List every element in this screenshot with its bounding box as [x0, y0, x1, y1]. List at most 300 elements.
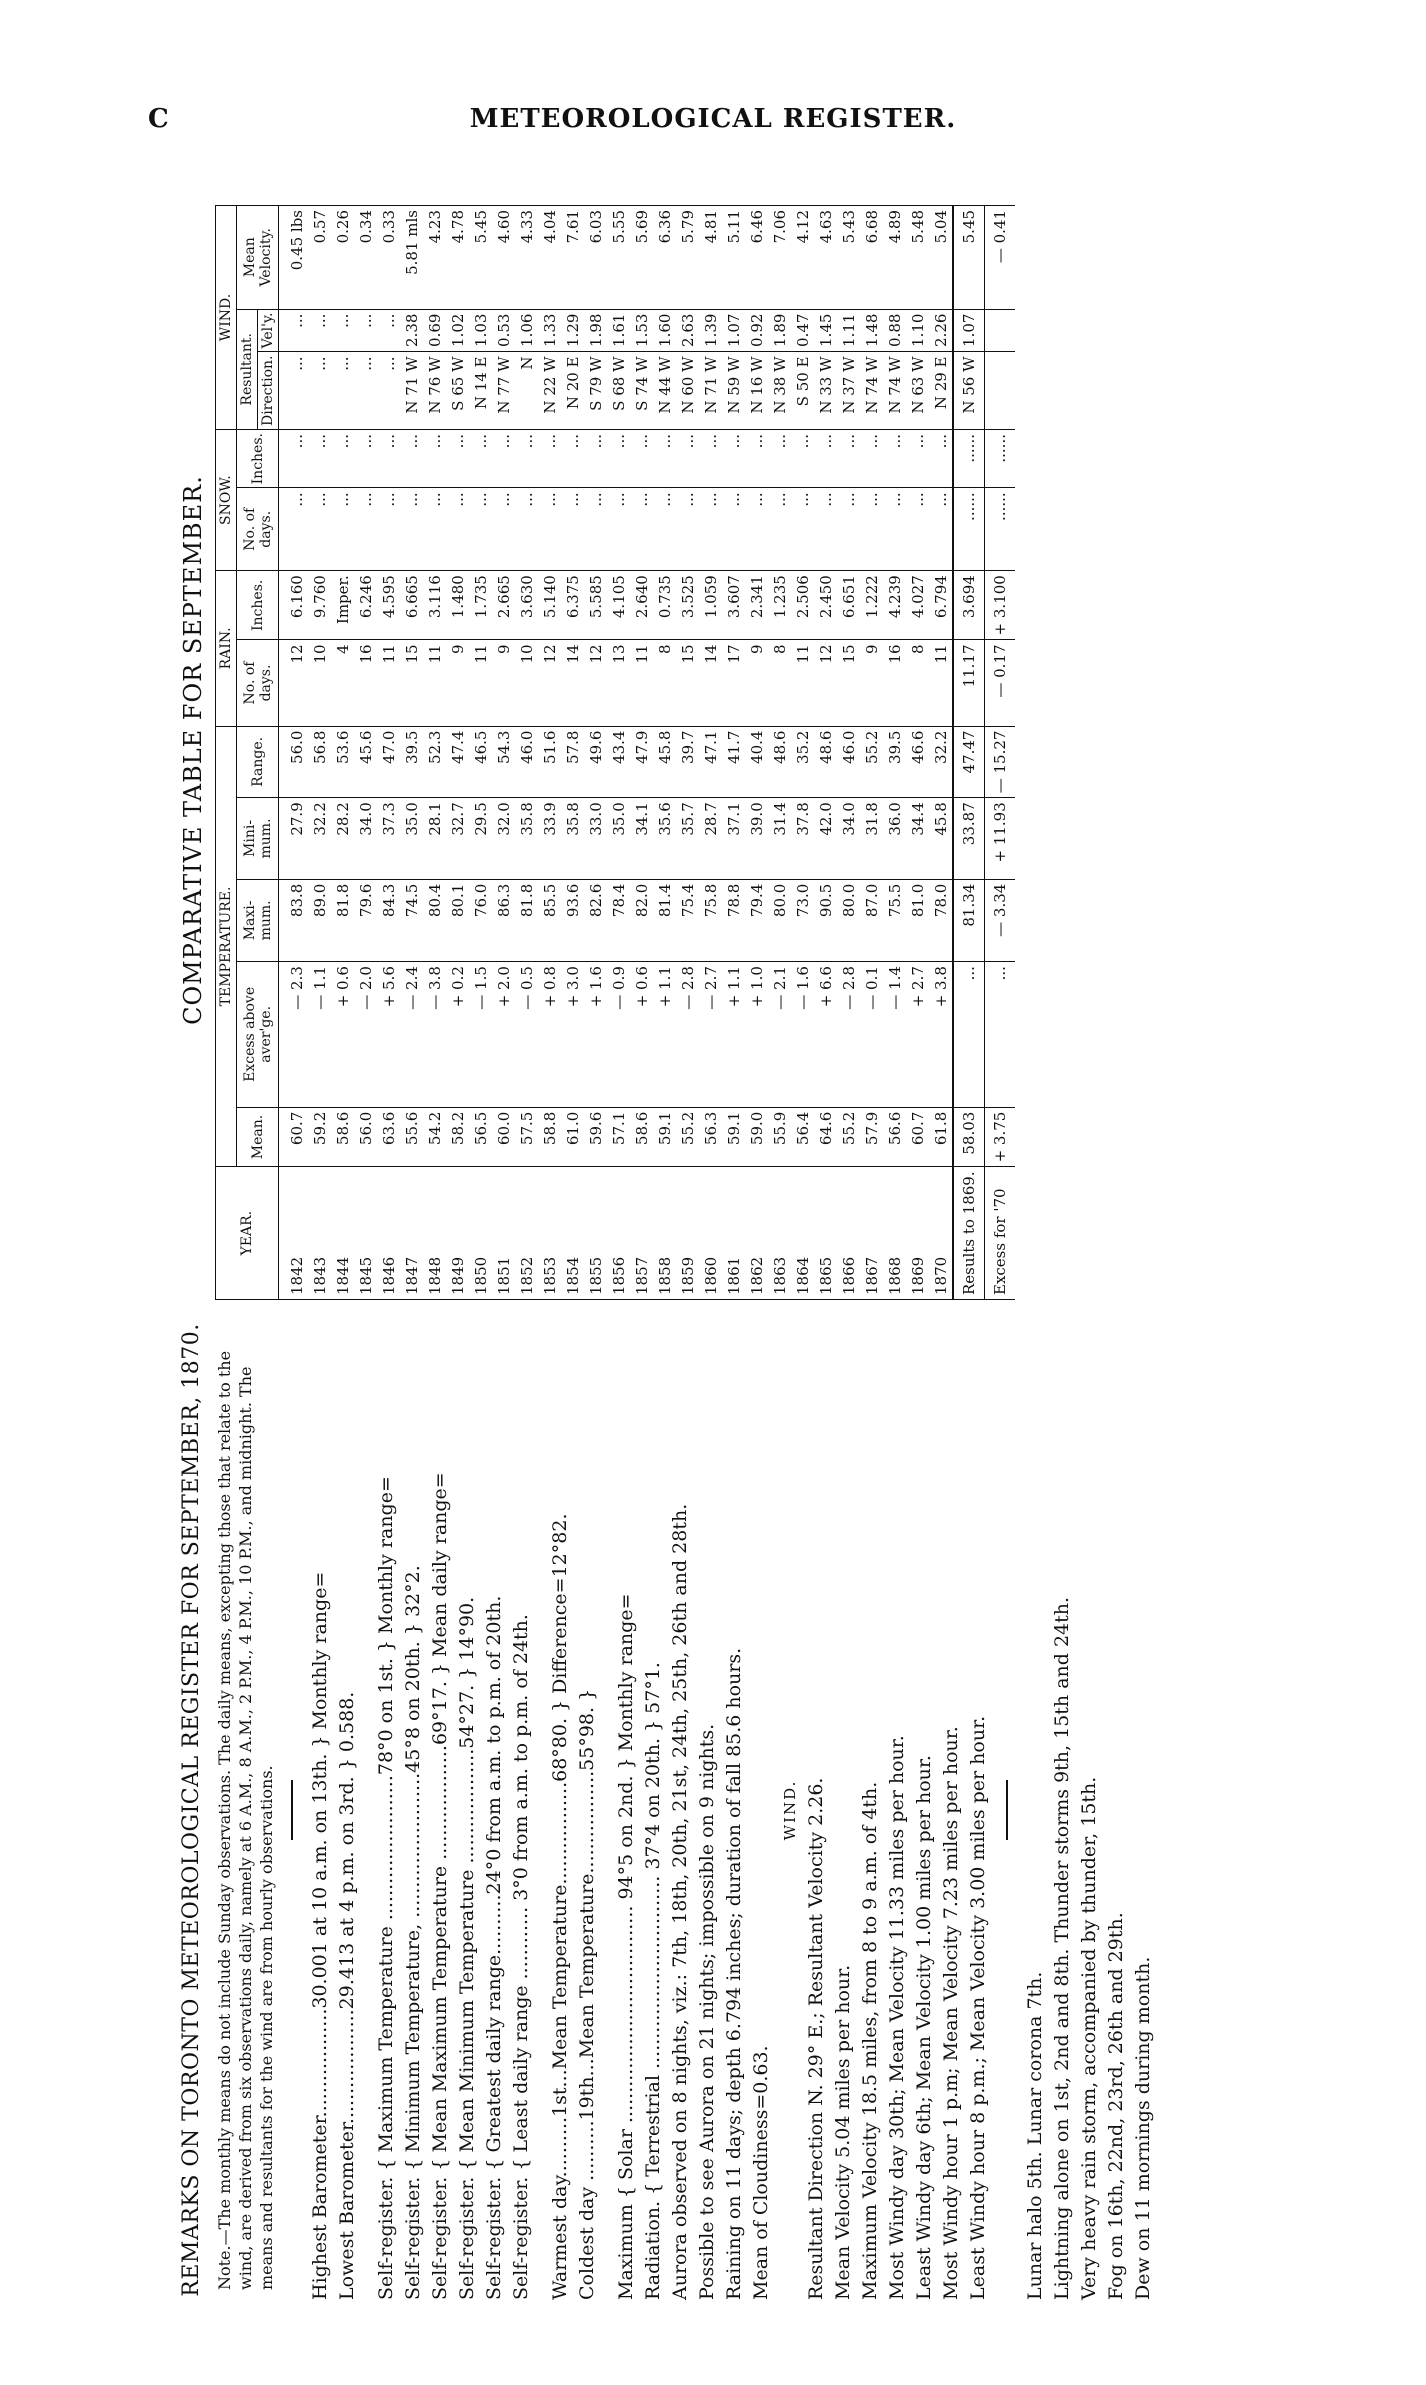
table-cell: ... — [653, 430, 676, 488]
table-cell: 4.63 — [814, 206, 837, 310]
table-cell: ... — [354, 430, 377, 488]
table-cell: ... — [377, 309, 400, 352]
table-row — [446, 206, 469, 1300]
table-cell: 3.630 — [515, 571, 538, 640]
table-cell: 1856 — [607, 1167, 630, 1300]
table-row — [676, 206, 699, 1300]
table-cell: 59.1 — [722, 1107, 745, 1167]
remark-line: Aurora observed on 8 nights, viz.: 7th, 18th, 20th, 21st, 24th, 25th, 26th and 28th. — [669, 1503, 691, 2300]
table-cell: 2.341 — [745, 571, 768, 640]
table-cell: 6.246 — [354, 571, 377, 640]
table-cell: ... — [745, 488, 768, 571]
table-cell: ... — [279, 309, 309, 352]
table-cell: 75.8 — [699, 879, 722, 961]
table-cell: 5.69 — [630, 206, 653, 310]
table-cell: 57.8 — [561, 726, 584, 798]
table-cell: 33.87 — [953, 798, 985, 879]
table-cell: 11 — [791, 640, 814, 726]
table-cell: 27.9 — [279, 798, 309, 879]
table-cell: 13 — [607, 640, 630, 726]
table-cell: 6.46 — [745, 206, 768, 310]
table-row — [768, 206, 791, 1300]
table-cell: 1844 — [331, 1167, 354, 1300]
table-cell: 55.2 — [837, 1107, 860, 1167]
table-cell: + 0.6 — [331, 962, 354, 1108]
table-cell: 51.6 — [538, 726, 561, 798]
group-header: SNOW. — [216, 430, 237, 571]
table-cell: 0.69 — [423, 309, 446, 352]
table-cell: 2.63 — [676, 309, 699, 352]
table-cell: 33.9 — [538, 798, 561, 879]
remark-line: Mean Velocity 5.04 miles per hour. — [832, 1964, 854, 2300]
table-cell: 9.760 — [308, 571, 331, 640]
col-header: Mean Velocity. — [237, 206, 279, 310]
table-cell: ... — [860, 488, 883, 571]
table-cell: 1869 — [906, 1167, 929, 1300]
summary-row — [953, 206, 985, 1300]
table-cell: 34.0 — [837, 798, 860, 879]
table-cell: ...... — [985, 488, 1016, 571]
table-cell: 56.0 — [279, 726, 309, 798]
table-cell: 36.0 — [883, 798, 906, 879]
table-cell: 1.059 — [699, 571, 722, 640]
table-cell: 3.525 — [676, 571, 699, 640]
table-cell: 1.735 — [469, 571, 492, 640]
table-cell: 1863 — [768, 1167, 791, 1300]
table-cell: N 38 W — [768, 352, 791, 430]
table-cell: ... — [308, 352, 331, 430]
table-cell: 1.07 — [722, 309, 745, 352]
table-cell: Imper. — [331, 571, 354, 640]
table-cell: 81.8 — [515, 879, 538, 961]
remark-line: Highest Barometer..................30.001 at 10 a.m. on 13th. } Monthly range= — [309, 1571, 331, 2300]
barometer-temperature-block — [307, 1310, 535, 2310]
table-cell: 4.12 — [791, 206, 814, 310]
table-cell: — 0.1 — [860, 962, 883, 1108]
table-cell: 10 — [308, 640, 331, 726]
table-cell: 74.5 — [400, 879, 423, 961]
table-row — [699, 206, 722, 1300]
table-cell: + 1.1 — [653, 962, 676, 1108]
remark-line: Possible to see Aurora on 21 nights; impossible on 9 nights. — [696, 1723, 718, 2300]
table-cell: ... — [331, 309, 354, 352]
table-cell: 1857 — [630, 1167, 653, 1300]
table-cell: 56.8 — [308, 726, 331, 798]
table-cell: 56.6 — [883, 1107, 906, 1167]
table-cell: 4.23 — [423, 206, 446, 310]
table-cell: — 2.7 — [699, 962, 722, 1108]
remark-line: Lunar halo 5th. Lunar corona 7th. — [1024, 1971, 1046, 2300]
table-cell: 5.45 — [469, 206, 492, 310]
table-cell: 11.17 — [953, 640, 985, 726]
table-cell: 63.6 — [377, 1107, 400, 1167]
table-cell: ... — [469, 488, 492, 571]
table-cell: ... — [423, 430, 446, 488]
table-cell: 1.33 — [538, 309, 561, 352]
table-cell: 78.0 — [929, 879, 953, 961]
remark-line: Resultant Direction N. 29° E.; Resultant Velocity 2.26. — [805, 1777, 827, 2300]
table-cell: 64.6 — [814, 1107, 837, 1167]
table-cell: — 0.5 — [515, 962, 538, 1108]
remarks-note: Note.—The monthly means do not include Sunday observations. The daily means, excepting those that relate to the wind, are derived from six observations daily, namely at 6 A.M., 8 A.M., 2 P.M., 4 P.M., 10 P.M., and midnight. The means and resultants for the wind are from hourly observations. — [215, 1350, 276, 2290]
table-cell: + 2.0 — [492, 962, 515, 1108]
table-cell: 12 — [584, 640, 607, 726]
remark-line: Fog on 16th, 22nd, 23rd, 26th and 29th. — [1105, 1912, 1127, 2300]
table-cell: 11 — [469, 640, 492, 726]
table-cell: — 0.9 — [607, 962, 630, 1108]
table-cell: 90.5 — [814, 879, 837, 961]
col-header: Mini-mum. — [237, 798, 279, 879]
table-cell: ... — [331, 430, 354, 488]
table-cell: 56.4 — [791, 1107, 814, 1167]
table-cell: 2.26 — [929, 309, 953, 352]
table-cell: 2.506 — [791, 571, 814, 640]
table-cell: 3.607 — [722, 571, 745, 640]
table-cell: 58.6 — [331, 1107, 354, 1167]
table-row — [630, 206, 653, 1300]
table-cell: 0.735 — [653, 571, 676, 640]
wind-heading: WIND. — [781, 1779, 799, 1841]
table-cell: 0.92 — [745, 309, 768, 352]
table-cell: ... — [492, 430, 515, 488]
table-cell: 2.38 — [400, 309, 423, 352]
table-cell: 79.6 — [354, 879, 377, 961]
table-cell: 1.02 — [446, 309, 469, 352]
table-cell: 15 — [676, 640, 699, 726]
wind-block — [803, 1310, 992, 2310]
table-row — [837, 206, 860, 1300]
table-row — [860, 206, 883, 1300]
remark-line: Least Windy day 6th; Mean Velocity 1.00 miles per hour. — [913, 1755, 935, 2300]
table-cell: ... — [699, 430, 722, 488]
group-header: RAIN. — [216, 571, 237, 726]
table-cell: ...... — [985, 430, 1016, 488]
table-cell: ... — [469, 430, 492, 488]
table-cell: 9 — [492, 640, 515, 726]
comparative-table-body — [279, 206, 1016, 1300]
table-cell: 58.8 — [538, 1107, 561, 1167]
table-cell: 4.595 — [377, 571, 400, 640]
table-cell: 6.375 — [561, 571, 584, 640]
table-cell: 5.11 — [722, 206, 745, 310]
table-cell: 7.06 — [768, 206, 791, 310]
table-cell: — 1.4 — [883, 962, 906, 1108]
remark-line: Coldest day ..........19th...Mean Temperature.................55°98. } — [576, 1688, 598, 2300]
table-cell: — 15.27 — [985, 726, 1016, 798]
table-row — [584, 206, 607, 1300]
table-cell: 1847 — [400, 1167, 423, 1300]
table-cell: 55.6 — [400, 1107, 423, 1167]
table-cell: + 1.1 — [722, 962, 745, 1108]
table-cell: 2.640 — [630, 571, 653, 640]
table-cell: 11 — [929, 640, 953, 726]
table-row — [492, 206, 515, 1300]
col-header: YEAR. — [216, 1167, 279, 1300]
col-header: Maxi-mum. — [237, 879, 279, 961]
table-row — [607, 206, 630, 1300]
table-cell: 39.0 — [745, 798, 768, 879]
table-cell: 11 — [377, 640, 400, 726]
table-cell: 1854 — [561, 1167, 584, 1300]
table-cell: ... — [607, 488, 630, 571]
table-cell: 0.33 — [377, 206, 400, 310]
table-cell: 6.794 — [929, 571, 953, 640]
table-cell: N 22 W — [538, 352, 561, 430]
table-cell — [985, 309, 1016, 352]
remarks-title: REMARKS ON TORONTO METEOROLOGICAL REGISTER FOR SEPTEMBER, 1870. — [179, 1323, 204, 2297]
table-cell: 58.03 — [953, 1107, 985, 1167]
page-title: METEOROLOGICAL REGISTER. — [469, 104, 957, 134]
table-cell: — 2.0 — [354, 962, 377, 1108]
table-cell: 1.11 — [837, 309, 860, 352]
table-cell: 5.43 — [837, 206, 860, 310]
remark-line: Self-register. { Minimum Temperature, ........................45°8 on 20th. } 32°2. — [402, 1565, 424, 2300]
table-cell: — 0.41 — [985, 206, 1016, 310]
table-cell: 4.78 — [446, 206, 469, 310]
table-cell: 78.4 — [607, 879, 630, 961]
table-cell: 1.03 — [469, 309, 492, 352]
table-cell: 5.48 — [906, 206, 929, 310]
table-cell: — 1.5 — [469, 962, 492, 1108]
table-row — [377, 206, 400, 1300]
table-cell: ... — [331, 352, 354, 430]
remark-line: Least Windy hour 8 p.m.; Mean Velocity 3.00 miles per hour. — [967, 1715, 989, 2300]
col-header: Range. — [237, 726, 279, 798]
table-cell: N 33 W — [814, 352, 837, 430]
table-cell: 0.45 lbs — [279, 206, 309, 310]
table-cell: 48.6 — [814, 726, 837, 798]
comparative-title: COMPARATIVE TABLE FOR SEPTEMBER. — [179, 475, 207, 1025]
table-cell: 1849 — [446, 1167, 469, 1300]
table-cell: 80.1 — [446, 879, 469, 961]
table-cell: ... — [722, 488, 745, 571]
table-cell: 2.450 — [814, 571, 837, 640]
table-cell: ... — [400, 488, 423, 571]
table-cell: — 3.8 — [423, 962, 446, 1108]
table-cell: N 20 E — [561, 352, 584, 430]
table-cell: N 56 W — [953, 352, 985, 430]
table-row — [279, 206, 309, 1300]
table-cell: 0.34 — [354, 206, 377, 310]
table-row — [469, 206, 492, 1300]
table-cell: 8 — [768, 640, 791, 726]
table-cell: ... — [584, 430, 607, 488]
table-row — [561, 206, 584, 1300]
table-cell: + 6.6 — [814, 962, 837, 1108]
table-cell: 32.2 — [308, 798, 331, 879]
table-cell: 80.0 — [837, 879, 860, 961]
table-cell: ... — [538, 430, 561, 488]
table-cell: ... — [446, 488, 469, 571]
table-cell: 6.03 — [584, 206, 607, 310]
remark-line: Very heavy rain storm, accompanied by thunder, 15th. — [1078, 1776, 1100, 2300]
table-cell: 60.7 — [906, 1107, 929, 1167]
table-cell: 32.7 — [446, 798, 469, 879]
table-cell: 1.480 — [446, 571, 469, 640]
table-cell: ... — [492, 488, 515, 571]
table-cell: 4.04 — [538, 206, 561, 310]
table-cell: ... — [538, 488, 561, 571]
table-cell: 45.8 — [929, 798, 953, 879]
table-cell: ... — [584, 488, 607, 571]
remark-line: Lightning alone on 1st, 2nd and 8th. Thunder storms 9th, 15th and 24th. — [1051, 1596, 1073, 2300]
table-cell: 28.1 — [423, 798, 446, 879]
table-row — [814, 206, 837, 1300]
table-cell: 1.61 — [607, 309, 630, 352]
table-cell: 82.6 — [584, 879, 607, 961]
table-cell: 1862 — [745, 1167, 768, 1300]
table-cell: 5.04 — [929, 206, 953, 310]
excess-row — [985, 206, 1016, 1300]
table-cell: ... — [354, 352, 377, 430]
table-cell: N 74 W — [883, 352, 906, 430]
table-row — [883, 206, 906, 1300]
table-cell: 4.239 — [883, 571, 906, 640]
table-cell: 37.8 — [791, 798, 814, 879]
table-cell: ... — [837, 488, 860, 571]
table-cell: 7.61 — [561, 206, 584, 310]
table-cell: 16 — [883, 640, 906, 726]
table-cell: ... — [722, 430, 745, 488]
table-cell: 1868 — [883, 1167, 906, 1300]
table-cell: 1865 — [814, 1167, 837, 1300]
table-cell: 5.79 — [676, 206, 699, 310]
table-cell: 28.7 — [699, 798, 722, 879]
table-cell: 55.9 — [768, 1107, 791, 1167]
table-cell: 1853 — [538, 1167, 561, 1300]
table-cell: 4.60 — [492, 206, 515, 310]
table-row — [722, 206, 745, 1300]
table-cell: 1860 — [699, 1167, 722, 1300]
table-cell: 1.98 — [584, 309, 607, 352]
table-cell: 3.116 — [423, 571, 446, 640]
table-cell: + 3.75 — [985, 1107, 1016, 1167]
table-cell: 46.6 — [906, 726, 929, 798]
table-cell: 1.45 — [814, 309, 837, 352]
table-cell: 85.5 — [538, 879, 561, 961]
table-cell: 57.1 — [607, 1107, 630, 1167]
table-cell: 1.89 — [768, 309, 791, 352]
table-cell: 5.585 — [584, 571, 607, 640]
table-cell: S 50 E — [791, 352, 814, 430]
table-cell: N 14 E — [469, 352, 492, 430]
table-cell: — 1.1 — [308, 962, 331, 1108]
table-cell: ... — [814, 488, 837, 571]
table-cell: + 0.8 — [538, 962, 561, 1108]
table-cell: + 3.100 — [985, 571, 1016, 640]
table-cell: 47.0 — [377, 726, 400, 798]
table-cell: ... — [308, 309, 331, 352]
remark-line: Self-register. { Maximum Temperature ........................78°0 on 1st. } Monthly range= — [375, 1476, 397, 2300]
remarks-section — [175, 1310, 1295, 2310]
table-cell: 87.0 — [860, 879, 883, 961]
table-cell: + 3.8 — [929, 962, 953, 1108]
table-cell: — 0.17 — [985, 640, 1016, 726]
table-cell: ... — [814, 430, 837, 488]
table-cell: 1864 — [791, 1167, 814, 1300]
remark-line: Lowest Barometer...................29.413 at 4 p.m. on 3rd. } 0.588. — [336, 1691, 358, 2300]
group-header: TEMPERATURE. — [216, 726, 237, 1167]
table-cell: 17 — [722, 640, 745, 726]
table-row — [354, 206, 377, 1300]
table-cell: N 59 W — [722, 352, 745, 430]
table-cell: 1.53 — [630, 309, 653, 352]
table-cell: 14 — [561, 640, 584, 726]
table-cell: 1.48 — [860, 309, 883, 352]
rotated-content — [175, 190, 1295, 2310]
table-cell: 41.7 — [722, 726, 745, 798]
table-cell: 57.9 — [860, 1107, 883, 1167]
table-cell: 75.4 — [676, 879, 699, 961]
table-cell: 0.53 — [492, 309, 515, 352]
table-cell: N 37 W — [837, 352, 860, 430]
table-cell: 53.6 — [331, 726, 354, 798]
table-cell: 28.2 — [331, 798, 354, 879]
remark-line: Self-register. { Greatest daily range..........24°0 from a.m. to p.m. of 20th. — [483, 1595, 505, 2300]
table-cell: 4.105 — [607, 571, 630, 640]
table-cell: 1843 — [308, 1167, 331, 1300]
table-cell: ... — [883, 430, 906, 488]
table-cell: ... — [279, 488, 309, 571]
table-cell: 35.8 — [515, 798, 538, 879]
table-cell: N — [515, 352, 538, 430]
table-cell: — 2.3 — [279, 962, 309, 1108]
table-cell: 59.1 — [653, 1107, 676, 1167]
table-cell: ... — [630, 488, 653, 571]
table-cell: ... — [607, 430, 630, 488]
table-cell: 54.3 — [492, 726, 515, 798]
table-cell: ... — [860, 430, 883, 488]
table-cell: ... — [929, 488, 953, 571]
table-cell: 1845 — [354, 1167, 377, 1300]
table-cell: ... — [929, 430, 953, 488]
table-row — [653, 206, 676, 1300]
table-cell: 57.5 — [515, 1107, 538, 1167]
col-header: Excess above aver'ge. — [237, 962, 279, 1108]
table-cell: — 3.34 — [985, 879, 1016, 961]
table-cell: ... — [561, 488, 584, 571]
table-cell: 82.0 — [630, 879, 653, 961]
table-cell: 4.89 — [883, 206, 906, 310]
table-cell: 58.6 — [630, 1107, 653, 1167]
table-cell: 47.1 — [699, 726, 722, 798]
table-cell: — 1.6 — [791, 962, 814, 1108]
table-cell: 8 — [653, 640, 676, 726]
table-cell: 75.5 — [883, 879, 906, 961]
table-cell: 49.6 — [584, 726, 607, 798]
table-cell: 9 — [745, 640, 768, 726]
table-cell: ... — [279, 430, 309, 488]
table-cell: 46.5 — [469, 726, 492, 798]
table-cell: S 74 W — [630, 352, 653, 430]
remark-line: Self-register. { Least daily range ............ 3°0 from a.m. to p.m. of 24th. — [510, 1614, 532, 2300]
table-cell: ... — [837, 430, 860, 488]
col-header: Inches. — [237, 571, 279, 640]
table-cell: + 0.2 — [446, 962, 469, 1108]
table-cell: + 2.7 — [906, 962, 929, 1108]
remark-line: Mean of Cloudiness=0.63. — [750, 2045, 772, 2300]
col-header: Direction. — [258, 352, 279, 430]
table-row — [515, 206, 538, 1300]
table-cell: ...... — [953, 430, 985, 488]
table-cell: 76.0 — [469, 879, 492, 961]
table-cell: + 1.0 — [745, 962, 768, 1108]
table-cell: ... — [906, 488, 929, 571]
table-cell: 39.5 — [883, 726, 906, 798]
remark-line: Raining on 11 days; depth 6.794 inches; duration of fall 85.6 hours. — [723, 1647, 745, 2300]
table-cell: 1846 — [377, 1167, 400, 1300]
table-cell: — 2.8 — [676, 962, 699, 1108]
